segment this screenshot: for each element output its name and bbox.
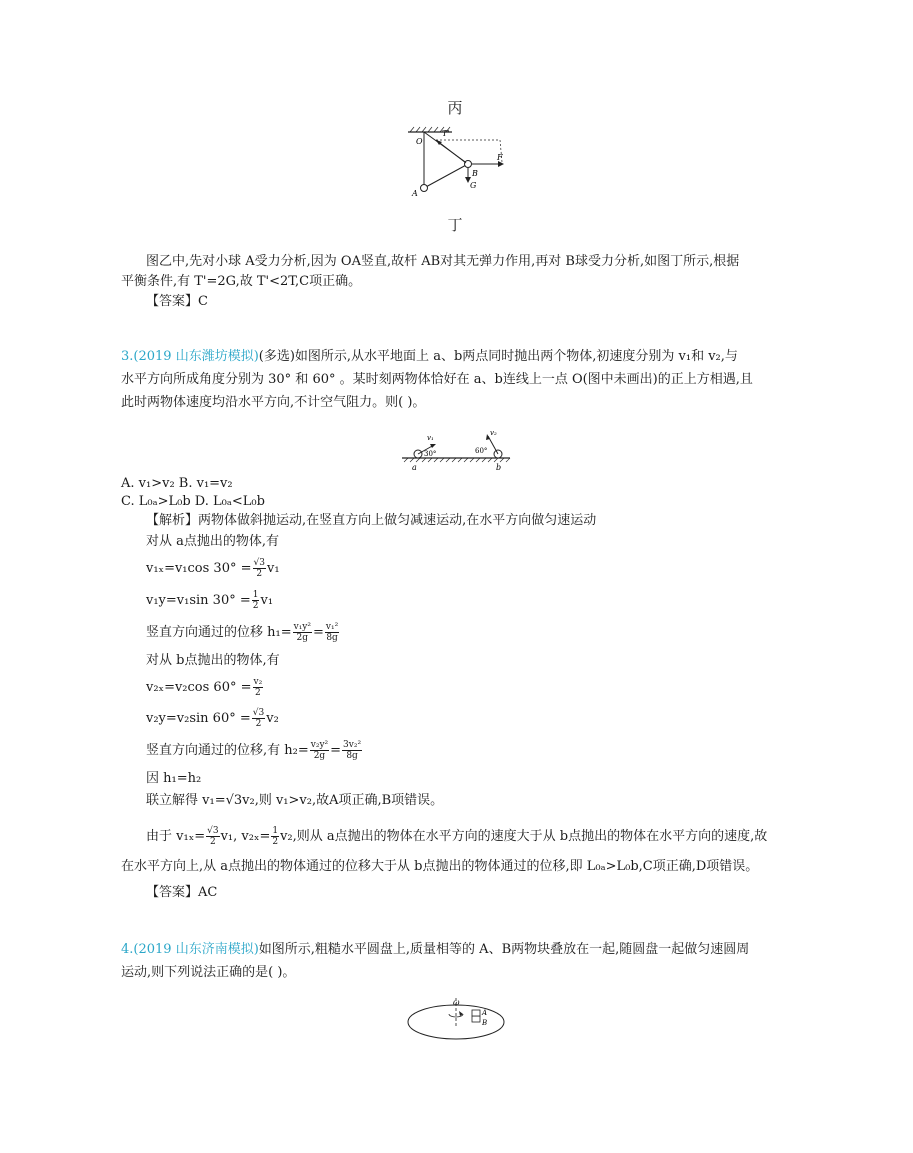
q3-option-cd: C. L₀ₐ>L₀b D. L₀ₐ<L₀b [121,494,265,509]
q3-eq3: 竖直方向通过的位移 h₁= $\frac{\text{v₁y²}}{2g}$ = $\frac{\text{v₁²}}{8g}$ [146,622,339,643]
q3-eq6: 竖直方向通过的位移,有 h₂= $\frac{\text{v₂y²}}{2g}$ = $\frac{\text{3v₂²}}{8g}$ [146,740,362,761]
q3-stem-line3: 此时两物体速度均沿水平方向,不计空气阻力。则( )。 [121,395,426,410]
force-diagram-ding [400,122,520,202]
rotating-disk-diagram [402,992,510,1042]
q2-answer: 【答案】C [146,294,208,309]
q3-number: 3. [121,349,134,364]
label-a: a [412,463,417,472]
label-v2: v₂ [490,429,497,437]
projectile-diagram [398,428,514,472]
label-v1: v₁ [427,434,434,442]
label-A: A [482,1009,488,1017]
q4-number: 4. [121,942,134,957]
label-A: A [412,189,418,198]
q2-analysis-line1: 图乙中,先对小球 A受力分析,因为 OA竖直,故杆 AB对其无弹力作用,再对 B球受力分析,如图丁所示,根据 [146,254,740,269]
q3-option-ab: A. v₁>v₂ B. v₁=v₂ [121,476,233,491]
figure-caption-ding: 丁 [447,216,463,234]
label-G: G [470,181,477,190]
q3-since: 因 h₁=h₂ [146,771,202,786]
label-B: B [472,169,478,178]
q4-stem-line2: 运动,则下列说法正确的是( )。 [121,965,296,980]
q3-stem-line2: 水平方向所成角度分别为 30° 和 60° 。某时刻两物体恰好在 a、b连线上一点 O(图中未画出)的正上方相遇,且 [121,372,753,387]
label-omega: ω [453,998,460,1007]
q3-eq1: v₁ₓ=v₁cos 30° = $\frac{√3}{2}$ v₁ [146,558,280,579]
label-F: F [497,153,503,162]
q2-analysis-line2: 平衡条件,有 T'=2G,故 T'<2T,C项正确。 [121,274,362,289]
q3-stem-line1 [121,348,738,366]
q3-eq4: v₂ₓ=v₂cos 60° = $\frac{\text{v₂}}{2}$ [146,677,263,698]
q4-stem-text: 如图所示,粗糙水平圆盘上,质量相等的 A、B两物块叠放在一起,随圆盘一起做匀速圆周 [258,942,750,957]
q3-solve: 联立解得 v₁=√3v₂,则 v₁>v₂,故A项正确,B项错误。 [146,793,444,808]
q4-stem-line1 [121,941,749,959]
label-T: T' [442,129,450,138]
label-O: O [416,137,423,146]
q3-from-b: 对从 b点抛出的物体,有 [146,653,280,668]
q3-analysis-title: 【解析】两物体做斜抛运动,在竖直方向上做匀减速运动,在水平方向做匀速运动 [146,513,597,528]
q3-source[interactable]: (2019 山东潍坊模拟) [133,349,259,364]
q3-eq2: v₁y=v₁sin 30° = $\frac{1}{2}$ v₁ [146,590,274,611]
q3-eq5: v₂y=v₂sin 60° = $\frac{√3}{2}$ v₂ [146,708,279,729]
q4-source[interactable]: (2019 山东济南模拟) [133,942,259,957]
label-angle-b: 60° [475,447,488,455]
q3-stem-text: (多选)如图所示,从水平地面上 a、b两点同时抛出两个物体,初速度分别为 v₁和 v₂,与 [258,349,738,364]
label-angle-a: 30° [424,450,437,458]
label-B: B [482,1019,488,1027]
q3-because-line2: 在水平方向上,从 a点抛出的物体通过的位移大于从 b点抛出的物体通过的位移,即 L₀ₐ>L₀b,C项正确,D项错误。 [121,859,759,874]
q3-from-a: 对从 a点抛出的物体,有 [146,534,280,549]
label-b: b [496,463,502,472]
q3-answer: 【答案】AC [146,885,218,900]
q3-because-line1: 由于 v₁ₓ= $\frac{√3}{2}$ v₁, v₂ₓ= $\frac{1}{2}$ v₂,则从 a点抛出的物体在水平方向的速度大于从 b点抛出的物体在水平方向的速度,故 [146,826,768,847]
figure-caption-bing: 丙 [447,99,463,117]
